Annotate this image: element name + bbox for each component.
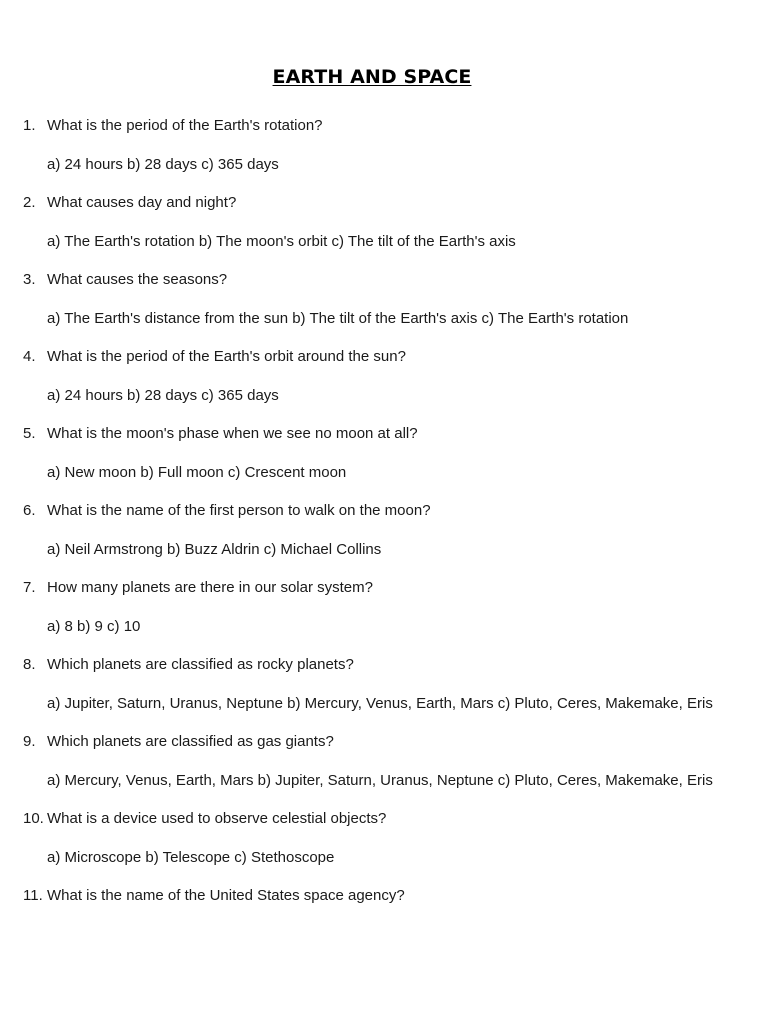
question-line [0, 810, 768, 827]
question-item [0, 579, 768, 635]
question-line [0, 425, 768, 442]
document-title: EARTH AND SPACE [272, 66, 472, 88]
question-number: 5. [23, 425, 36, 442]
answer-options: a) The Earth's rotation b) The moon's orbit c) The tilt of the Earth's axis [47, 233, 516, 250]
question-item [0, 810, 768, 866]
question-text: Which planets are classified as rocky planets? [47, 656, 354, 673]
question-line [0, 117, 768, 134]
question-number: 9. [23, 733, 36, 750]
answer-options: a) Microscope b) Telescope c) Stethoscope [47, 849, 335, 866]
question-number: 8. [23, 656, 36, 673]
answer-options: a) 24 hours b) 28 days c) 365 days [47, 387, 279, 404]
question-item [0, 733, 768, 789]
question-line [0, 656, 768, 673]
question-line [0, 271, 768, 288]
answer-options: a) 8 b) 9 c) 10 [47, 618, 141, 635]
answer-options: a) The Earth's distance from the sun b) The tilt of the Earth's axis c) The Earth's rotation [47, 310, 629, 327]
question-number: 7. [23, 579, 36, 596]
answer-options: a) 24 hours b) 28 days c) 365 days [47, 156, 279, 173]
question-number: 3. [23, 271, 36, 288]
question-text: What causes day and night? [47, 194, 237, 211]
question-item [0, 194, 768, 250]
question-number: 11. [23, 887, 43, 904]
question-item [0, 502, 768, 558]
question-text: What is the period of the Earth's orbit around the sun? [47, 348, 406, 365]
question-item [0, 425, 768, 481]
answer-options: a) Neil Armstrong b) Buzz Aldrin c) Michael Collins [47, 541, 382, 558]
question-line [0, 348, 768, 365]
question-number: 10. [23, 810, 44, 827]
question-item [0, 348, 768, 404]
question-text: What is the period of the Earth's rotation? [47, 117, 323, 134]
question-item [0, 887, 768, 904]
question-list [0, 117, 768, 926]
question-text: What is the moon's phase when we see no moon at all? [47, 425, 418, 442]
question-number: 4. [23, 348, 36, 365]
question-text: What is a device used to observe celestial objects? [47, 810, 387, 827]
answer-options: a) Jupiter, Saturn, Uranus, Neptune b) Mercury, Venus, Earth, Mars c) Pluto, Ceres, Makemake, Eris [47, 695, 713, 712]
question-text: Which planets are classified as gas giants? [47, 733, 334, 750]
question-number: 6. [23, 502, 36, 519]
question-item [0, 656, 768, 712]
question-line [0, 733, 768, 750]
question-item [0, 117, 768, 173]
question-line [0, 502, 768, 519]
answer-options: a) Mercury, Venus, Earth, Mars b) Jupiter, Saturn, Uranus, Neptune c) Pluto, Ceres, Makemake, Eris [47, 772, 713, 789]
question-item [0, 271, 768, 327]
question-text: What causes the seasons? [47, 271, 228, 288]
question-text: What is the name of the United States space agency? [47, 887, 405, 904]
question-number: 1. [23, 117, 36, 134]
question-text: How many planets are there in our solar system? [47, 579, 373, 596]
question-line [0, 194, 768, 211]
question-number: 2. [23, 194, 36, 211]
question-text: What is the name of the first person to walk on the moon? [47, 502, 431, 519]
question-line [0, 887, 768, 904]
question-line [0, 579, 768, 596]
answer-options: a) New moon b) Full moon c) Crescent moon [47, 464, 347, 481]
